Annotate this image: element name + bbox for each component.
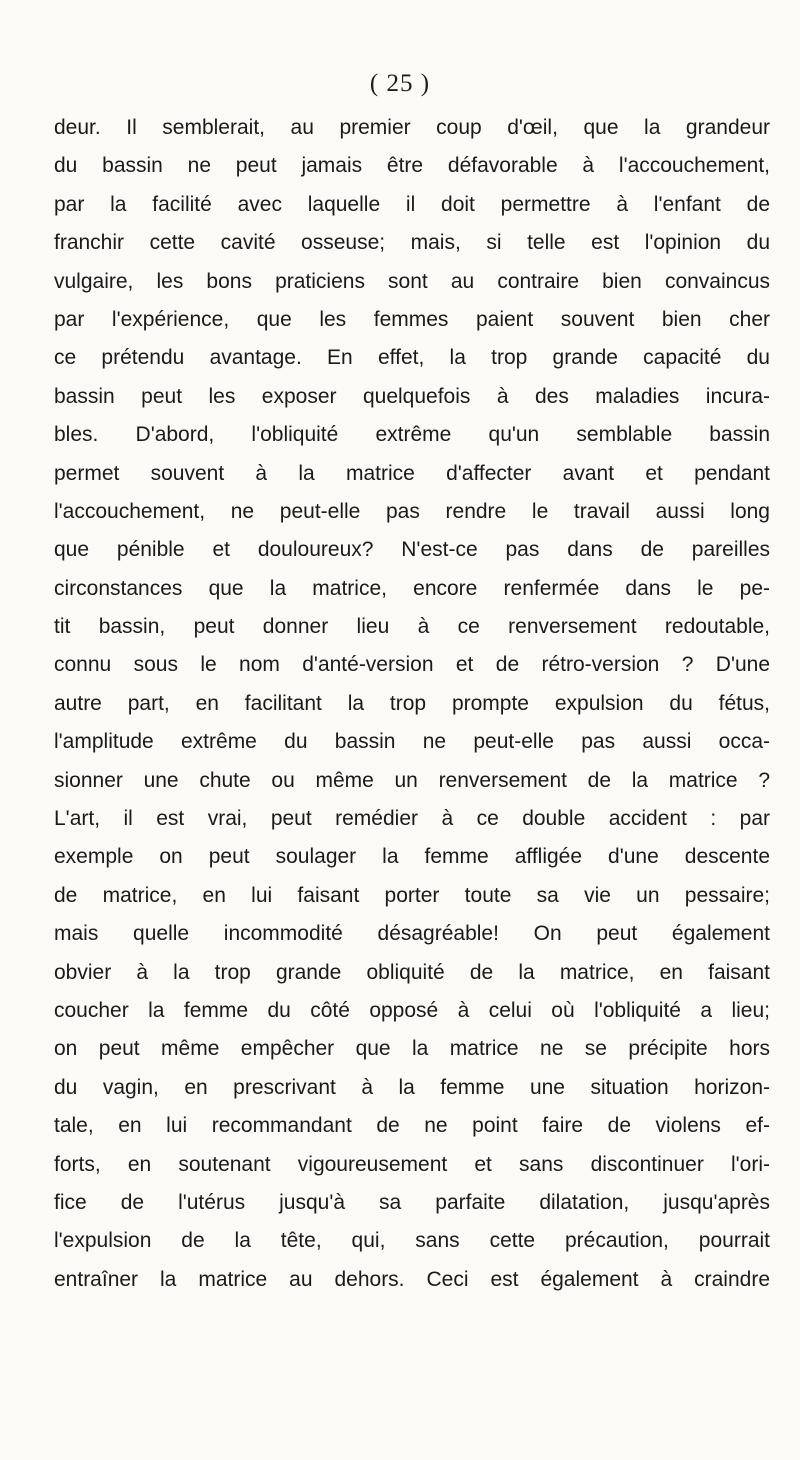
text-line: coucher la femme du côté opposé à celui où l'obliquité a lieu;: [54, 998, 770, 1022]
text-line: bassin peut les exposer quelquefois à des maladies incura-: [54, 384, 770, 408]
text-line: bles. D'abord, l'obliquité extrême qu'un semblable bassin: [54, 423, 770, 447]
text-line: forts, en soutenant vigoureusement et sans discontinuer l'ori-: [54, 1152, 770, 1176]
page-number: ( 25 ): [369, 70, 431, 97]
text-line: exemple on peut soulager la femme affligée d'une descente: [54, 845, 770, 869]
text-line: l'amplitude extrême du bassin ne peut-elle pas aussi occa-: [54, 730, 770, 754]
text-line: que pénible et douloureux? N'est-ce pas dans de pareilles: [54, 538, 770, 562]
text-line: autre part, en facilitant la trop prompte expulsion du fétus,: [54, 691, 770, 715]
text-line: entraîner la matrice au dehors. Ceci est également à craindre: [54, 1267, 770, 1291]
text-line: sionner une chute ou même un renversement de la matrice ?: [54, 768, 770, 792]
text-line: vulgaire, les bons praticiens sont au contraire bien convaincus: [54, 269, 770, 293]
text-line: fice de l'utérus jusqu'à sa parfaite dilatation, jusqu'après: [54, 1190, 770, 1214]
text-line: de matrice, en lui faisant porter toute sa vie un pessaire;: [54, 883, 770, 907]
text-line: l'accouchement, ne peut-elle pas rendre le travail aussi long: [54, 499, 770, 523]
text-line: par la facilité avec laquelle il doit permettre à l'enfant de: [54, 192, 770, 216]
text-line: mais quelle incommodité désagréable! On peut également: [54, 922, 770, 946]
text-line: on peut même empêcher que la matrice ne se précipite hors: [54, 1037, 770, 1061]
text-line: tit bassin, peut donner lieu à ce renversement redoutable,: [54, 615, 770, 639]
text-line: l'expulsion de la tête, qui, sans cette précaution, pourrait: [54, 1229, 770, 1253]
text-line: par l'expérience, que les femmes paient souvent bien cher: [54, 307, 770, 331]
text-line: tale, en lui recommandant de ne point faire de violens ef-: [54, 1114, 770, 1138]
text-line: connu sous le nom d'anté-version et de rétro-version ? D'une: [54, 653, 770, 677]
text-line: du vagin, en prescrivant à la femme une situation horizon-: [54, 1075, 770, 1099]
body-text: [54, 109, 770, 1299]
text-line: permet souvent à la matrice d'affecter avant et pendant: [54, 461, 770, 485]
text-line: du bassin ne peut jamais être défavorable à l'accouchement,: [54, 154, 770, 178]
text-line: franchir cette cavité osseuse; mais, si telle est l'opinion du: [54, 231, 770, 255]
text-line: L'art, il est vrai, peut remédier à ce double accident : par: [54, 807, 770, 831]
text-line: circonstances que la matrice, encore renfermée dans le pe-: [54, 576, 770, 600]
text-line: ce prétendu avantage. En effet, la trop grande capacité du: [54, 346, 770, 370]
text-line: obvier à la trop grande obliquité de la matrice, en faisant: [54, 960, 770, 984]
text-line: deur. Il semblerait, au premier coup d'œil, que la grandeur: [54, 116, 770, 139]
